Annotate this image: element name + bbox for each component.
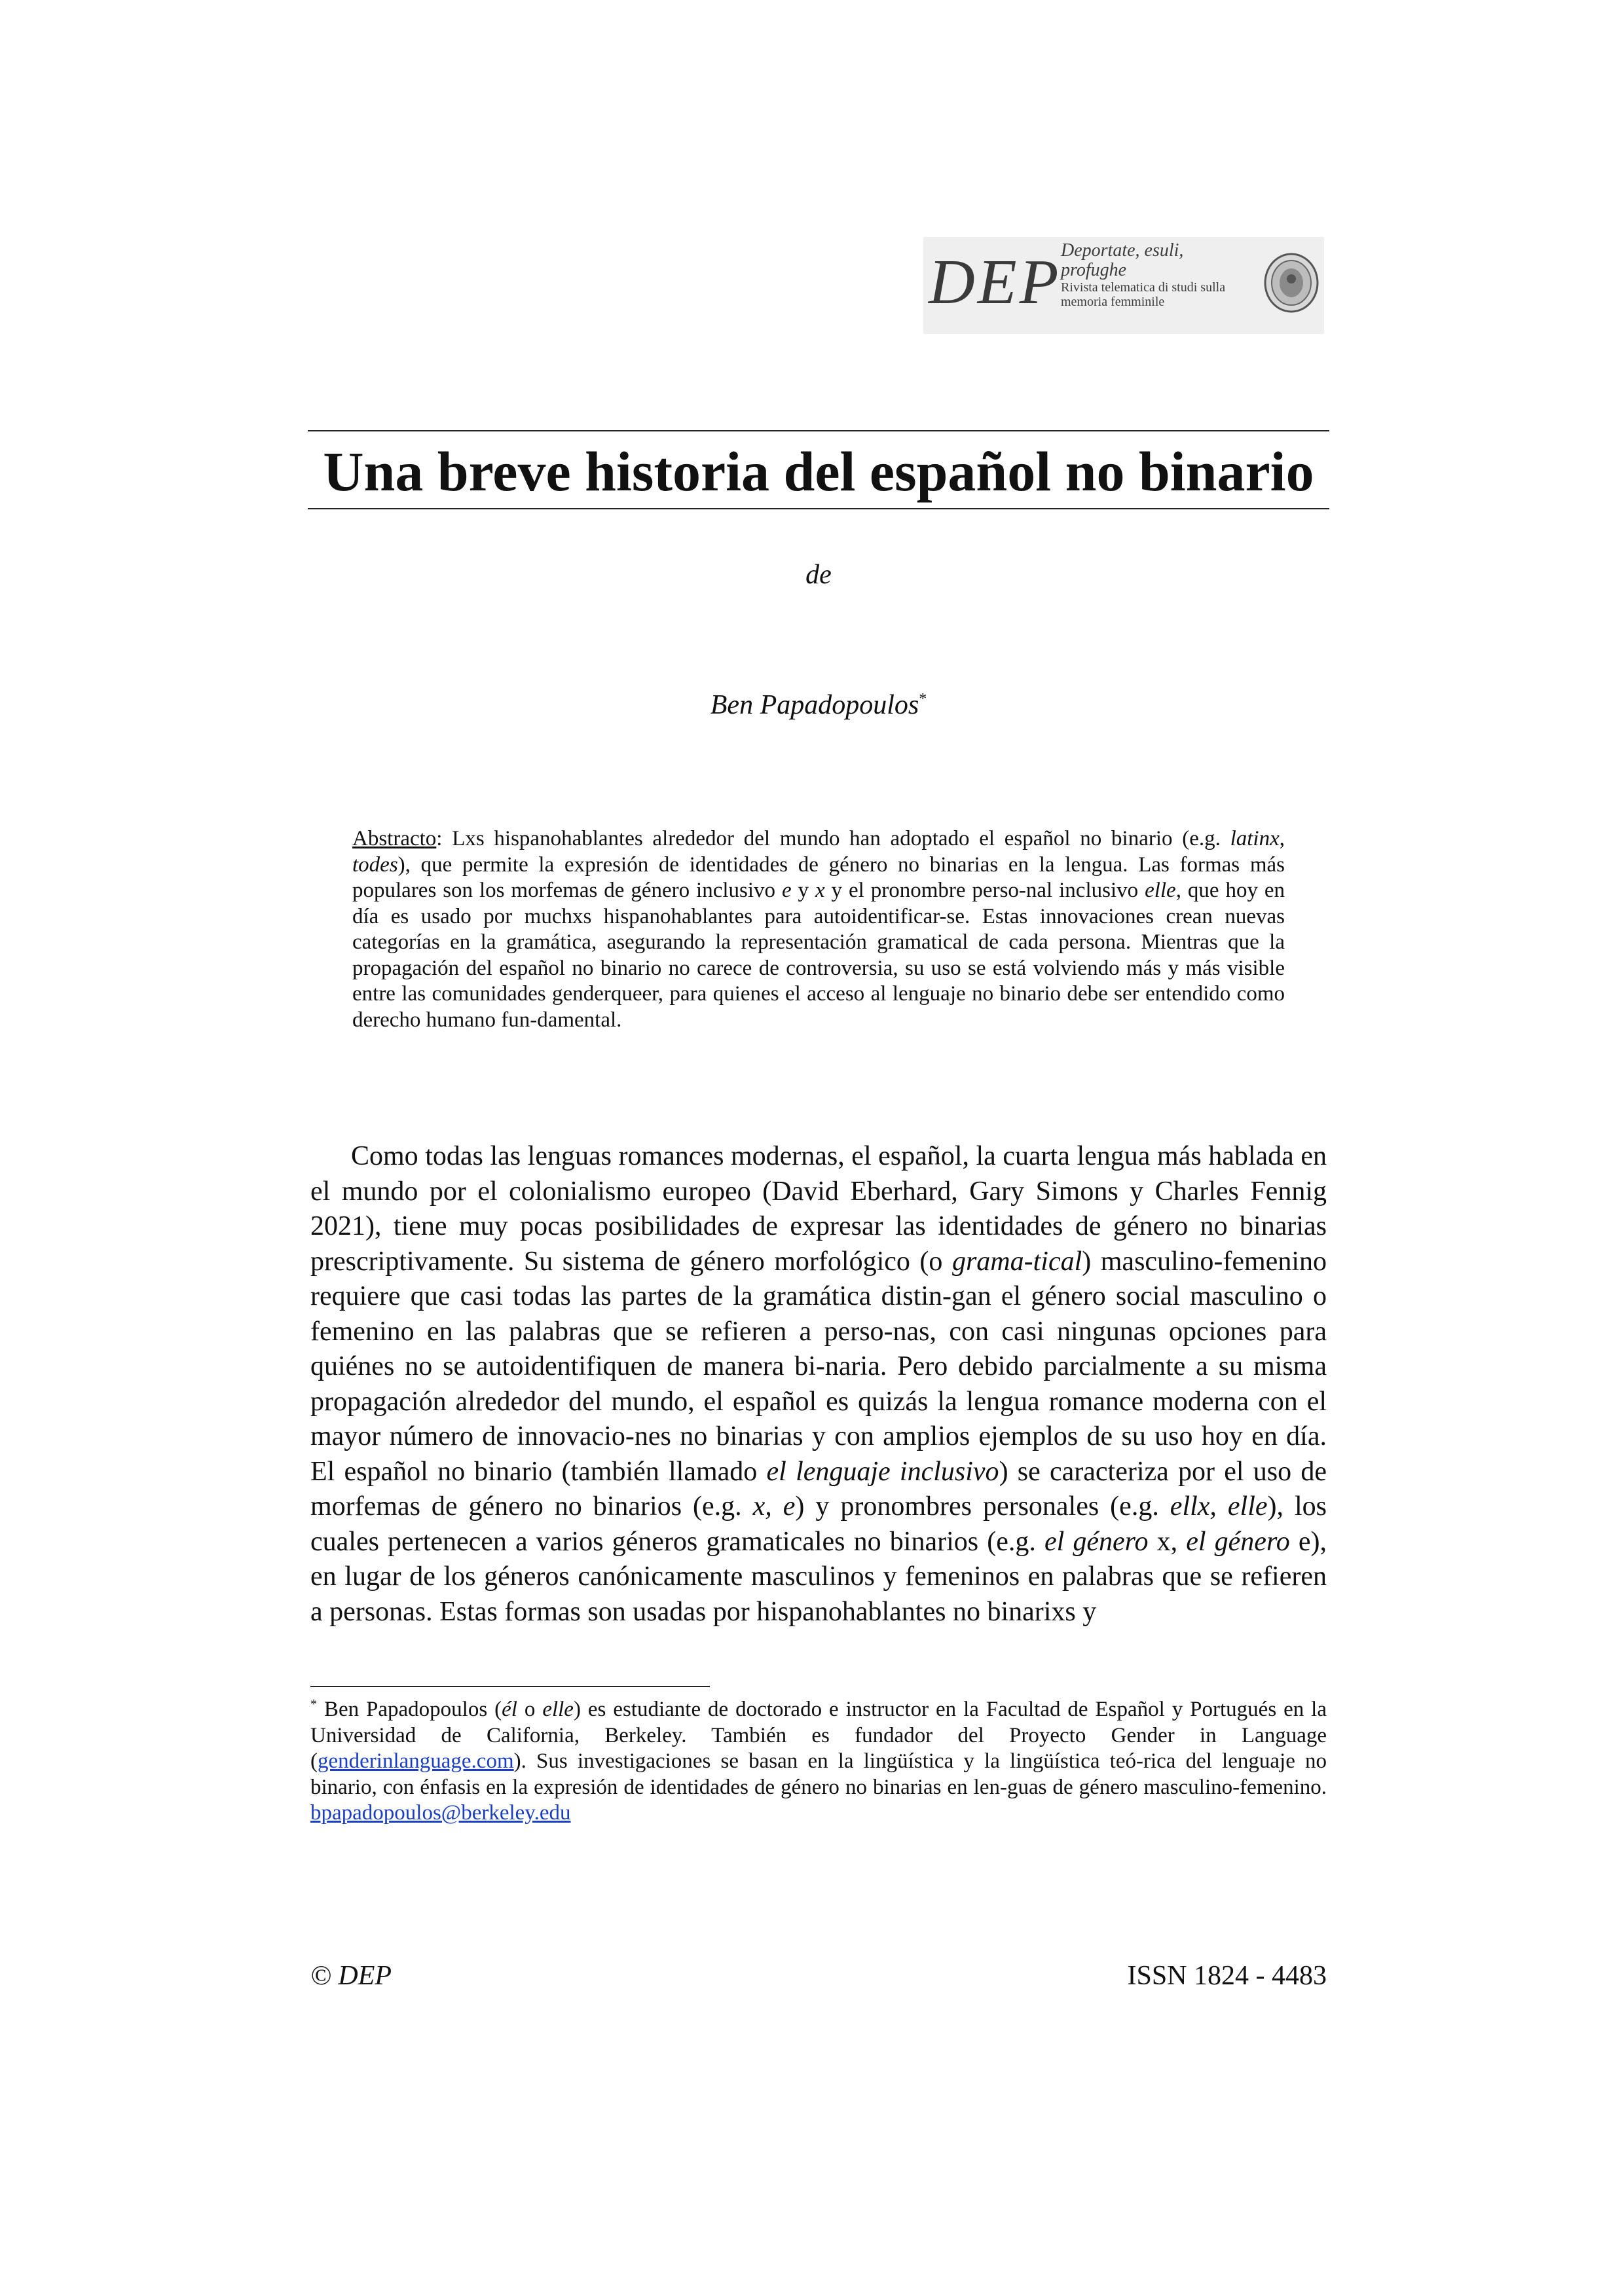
body-text: ) masculino-femenino requiere que casi todas las partes de la gramática distin-gan el género social masculino o femenino en las palabras que se refieren a perso-nas, con casi ningunas opciones para quiénes no se autoidentifiquen de manera bi-naria. Pero debido parcialmente a su misma propagación alrededor del mundo, el español es quizás la lengua romance moderna con el mayor número de innovacio-nes no binarias y con amplios ejemplos de su uso hoy en día. El español no binario (también llamado [310,1246,1327,1487]
body-paragraph [310,1139,1327,1630]
abstract-italic: e [781,879,792,902]
author-name-text: Ben Papadopoulos [710,690,919,720]
footnote-text: o [517,1698,543,1721]
byline-de: de [805,560,832,590]
university-seal-icon [1263,250,1320,316]
abstract-text: y [791,879,815,902]
footnote-italic: elle [542,1698,574,1721]
body-text: ), los cuales pertenecen a varios géneros gramaticales no binarios (e.g. [310,1491,1327,1557]
body-italic: ellx, elle [1170,1491,1268,1522]
title-rule-top [308,430,1329,431]
abstract [352,826,1285,1033]
title-rule-bottom [308,508,1329,509]
body-italic: el lenguaje inclusivo [766,1456,999,1487]
body-italic: x, e [752,1491,796,1522]
logo-line-3: Rivista telematica di studi sulla [1061,280,1226,295]
footnote-italic: él [502,1698,517,1721]
author-footnote-marker[interactable]: * [919,691,927,708]
email-link[interactable]: bpapadopoulos@berkeley.edu [310,1801,571,1825]
footer-copyright: © DEP [310,1961,392,1991]
body-italic: grama-tical [951,1246,1082,1277]
website-link[interactable]: genderinlanguage.com [318,1749,514,1773]
body-text: x, [1148,1526,1187,1557]
paragraph-indent [310,1141,351,1171]
abstract-text: ), que permite la expresión de identidades de género no binarias en la lengua. Las formas más populares son los morfemas de género inclusivo [352,852,1285,902]
body-italic: el género [1044,1526,1149,1557]
logo-caption [1061,241,1257,309]
logo-line-1: Deportate, esuli, [1061,240,1184,261]
abstract-text: , [1279,827,1285,850]
footnote [310,1697,1327,1827]
abstract-italic: latinx [1230,827,1280,850]
footnote-text: ). Sus investigaciones se basan en la lingüística y la lingüística teó-rica del lenguaje no binario, con énfasis en la expresión de identidades de género no binarias en len-guas de género masculino-femenino. [310,1749,1327,1799]
author-name [308,683,1329,721]
abstract-italic: elle [1145,879,1176,902]
journal-logo [923,237,1324,334]
logo-line-2: profughe [1061,260,1127,280]
abstract-italic: x [815,879,825,902]
article-title: Una breve historia del español no binario [323,440,1314,503]
footer-issn: ISSN 1824 - 4483 [1127,1961,1327,1991]
body-text: ) y pronombres personales (e.g. [795,1491,1170,1522]
abstract-italic: todes [352,852,398,877]
body-italic: el género [1186,1526,1290,1557]
abstract-label: Abstracto [352,827,437,850]
body-text: Como todas las lenguas romances modernas, el español, la cuarta lengua más hablada en el mundo por el colonialismo europeo (David Eberhard, Gary Simons y Charles Fennig 2021), tiene muy pocas posibilidades de expresar las identidades de género no binarias prescriptivamente. Su sistema de género morfológico (o [310,1141,1327,1277]
abstract-text: y el pronombre perso-nal inclusivo [824,879,1145,902]
abstract-text: , que hoy en día es usado por muchxs hispanohablantes para autoidentificar-se. Estas innovaciones crean nuevas categorías en la gramática, asegurando la representación gramatical de cada persona. Mientras que la propagación del español no binario no carece de controversia, su uso se está volviendo más y más visible entre las comunidades genderqueer, para quienes el acceso al lenguaje no binario debe ser entendido como derecho humano fun-damental. [352,879,1285,1032]
footnote-text: ) es estudiante de doctorado e instructor en la Facultad de Español y Portugués en la Universidad de California, Berkeley. También es fundador del Proyecto Gender in Language ( [310,1698,1327,1773]
footnote-text: Ben Papadopoulos ( [317,1698,502,1721]
logo-mark: DEP [929,247,1061,318]
body-text: ) se caracteriza por el uso de morfemas de género no binarios (e.g. [310,1456,1327,1522]
body-text: e), en lugar de los géneros canónicamente masculinos y femeninos en palabras que se refieren a personas. Estas formas son usadas por hispanohablantes no binarixs y [310,1526,1327,1627]
logo-line-4: memoria femminile [1061,295,1165,309]
footnote-rule [310,1686,710,1687]
footnote-marker: * [310,1697,317,1711]
abstract-text: : Lxs hispanohablantes alrededor del mundo han adoptado el español no binario (e.g. [436,827,1230,850]
